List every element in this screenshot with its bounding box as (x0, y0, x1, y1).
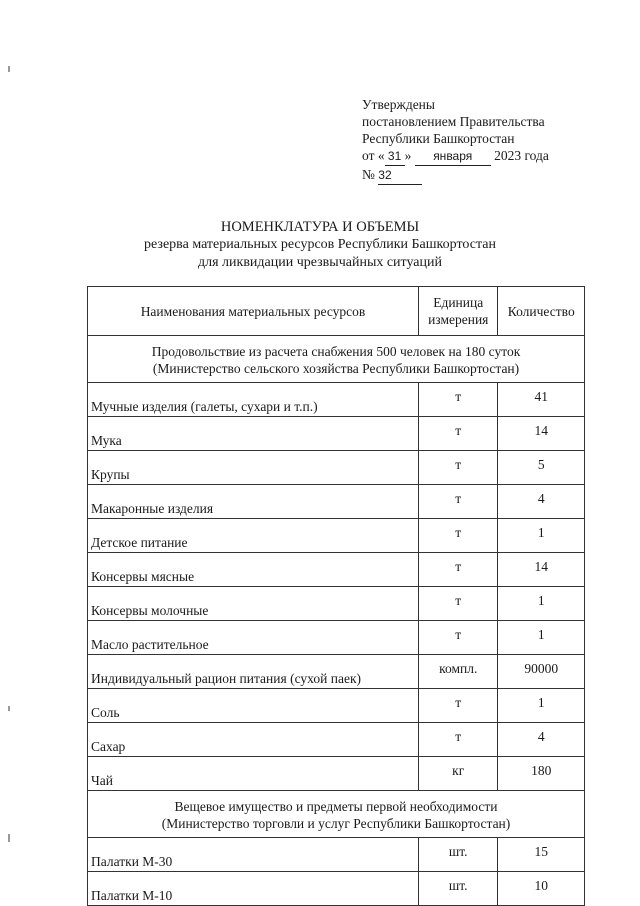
cell-unit: т (418, 519, 498, 553)
cell-name: Сахар (88, 723, 419, 757)
cell-unit: т (418, 621, 498, 655)
cell-qty: 4 (498, 485, 585, 519)
cell-qty: 1 (498, 587, 585, 621)
number-prefix: № (362, 167, 375, 182)
cell-name: Крупы (88, 451, 419, 485)
section-line: Продовольствие из расчета снабжения 500 человек на 180 суток (151, 344, 521, 359)
table-row (88, 485, 585, 519)
approval-line: постановлением Правительства (362, 114, 545, 129)
table-row (88, 689, 585, 723)
cell-unit: т (418, 689, 498, 723)
section-line: Вещевое имущество и предметы первой необходимости (174, 799, 498, 814)
scan-margin-mark (8, 66, 10, 72)
cell-name: Мука (88, 417, 419, 451)
title-sub: резерва материальных ресурсов Республики Башкортостан (144, 237, 496, 252)
cell-qty: 14 (498, 417, 585, 451)
cell-qty: 1 (498, 519, 585, 553)
table-row (88, 417, 585, 451)
cell-name: Чай (88, 757, 419, 791)
cell-unit: т (418, 451, 498, 485)
cell-unit: т (418, 553, 498, 587)
scan-margin-mark (8, 706, 10, 711)
cell-unit: шт. (418, 838, 498, 872)
table-row (88, 621, 585, 655)
cell-qty: 5 (498, 451, 585, 485)
cell-unit: т (418, 723, 498, 757)
table-row (88, 655, 585, 689)
cell-name: Соль (88, 689, 419, 723)
table-row (88, 519, 585, 553)
cell-qty: 90000 (498, 655, 585, 689)
cell-unit: т (418, 417, 498, 451)
date-mid: » (404, 148, 412, 163)
cell-qty: 1 (498, 689, 585, 723)
header-unit-line1: Единица (433, 295, 484, 310)
cell-unit: кг (418, 757, 498, 791)
title-main: НОМЕНКЛАТУРА И ОБЪЕМЫ (220, 219, 420, 235)
date-day: 31 (385, 148, 405, 166)
cell-qty: 1 (498, 621, 585, 655)
cell-name: Индивидуальный рацион питания (сухой паек) (88, 655, 419, 689)
cell-name: Макаронные изделия (88, 485, 419, 519)
table-header-row (88, 287, 585, 336)
cell-name: Детское питание (88, 519, 419, 553)
table-row (88, 553, 585, 587)
cell-unit: т (418, 587, 498, 621)
cell-name: Мучные изделия (галеты, сухари и т.п.) (88, 383, 419, 417)
table-row (88, 383, 585, 417)
approval-date (362, 147, 549, 166)
section-goods (88, 791, 585, 838)
date-month: января (415, 148, 491, 166)
date-year: 2023 года (494, 148, 549, 163)
table-row (88, 838, 585, 872)
resources-table (87, 286, 585, 906)
date-prefix: от « (362, 148, 385, 163)
cell-unit: т (418, 485, 498, 519)
table-row (88, 757, 585, 791)
approval-line: Утверждены (362, 97, 435, 112)
document-title (0, 218, 640, 272)
cell-name: Палатки М-10 (88, 872, 419, 906)
scan-margin-mark (8, 834, 10, 842)
cell-name: Консервы мясные (88, 553, 419, 587)
cell-qty: 15 (498, 838, 585, 872)
section-line: (Министерство торговли и услуг Республики Башкортостан) (161, 816, 511, 831)
table-row (88, 723, 585, 757)
cell-qty: 180 (498, 757, 585, 791)
cell-name: Консервы молочные (88, 587, 419, 621)
document-number: 32 (378, 167, 422, 185)
section-food (88, 336, 585, 383)
cell-unit: шт. (418, 872, 498, 906)
table-row (88, 587, 585, 621)
header-qty: Количество (498, 287, 585, 336)
section-row (88, 791, 585, 838)
cell-qty: 14 (498, 553, 585, 587)
approval-block (362, 96, 549, 185)
table-row (88, 872, 585, 906)
header-unit (418, 287, 498, 336)
cell-qty: 4 (498, 723, 585, 757)
approval-number (362, 166, 549, 185)
cell-unit: т (418, 383, 498, 417)
title-sub: для ликвидации чрезвычайных ситуаций (197, 255, 442, 270)
table-row (88, 451, 585, 485)
header-name: Наименования материальных ресурсов (88, 287, 419, 336)
cell-name: Палатки М-30 (88, 838, 419, 872)
cell-unit: компл. (418, 655, 498, 689)
section-line: (Министерство сельского хозяйства Республики Башкортостан) (152, 361, 520, 376)
cell-name: Масло растительное (88, 621, 419, 655)
header-unit-line2: измерения (428, 312, 489, 327)
cell-qty: 41 (498, 383, 585, 417)
section-row (88, 336, 585, 383)
approval-line: Республики Башкортостан (362, 131, 515, 146)
cell-qty: 10 (498, 872, 585, 906)
